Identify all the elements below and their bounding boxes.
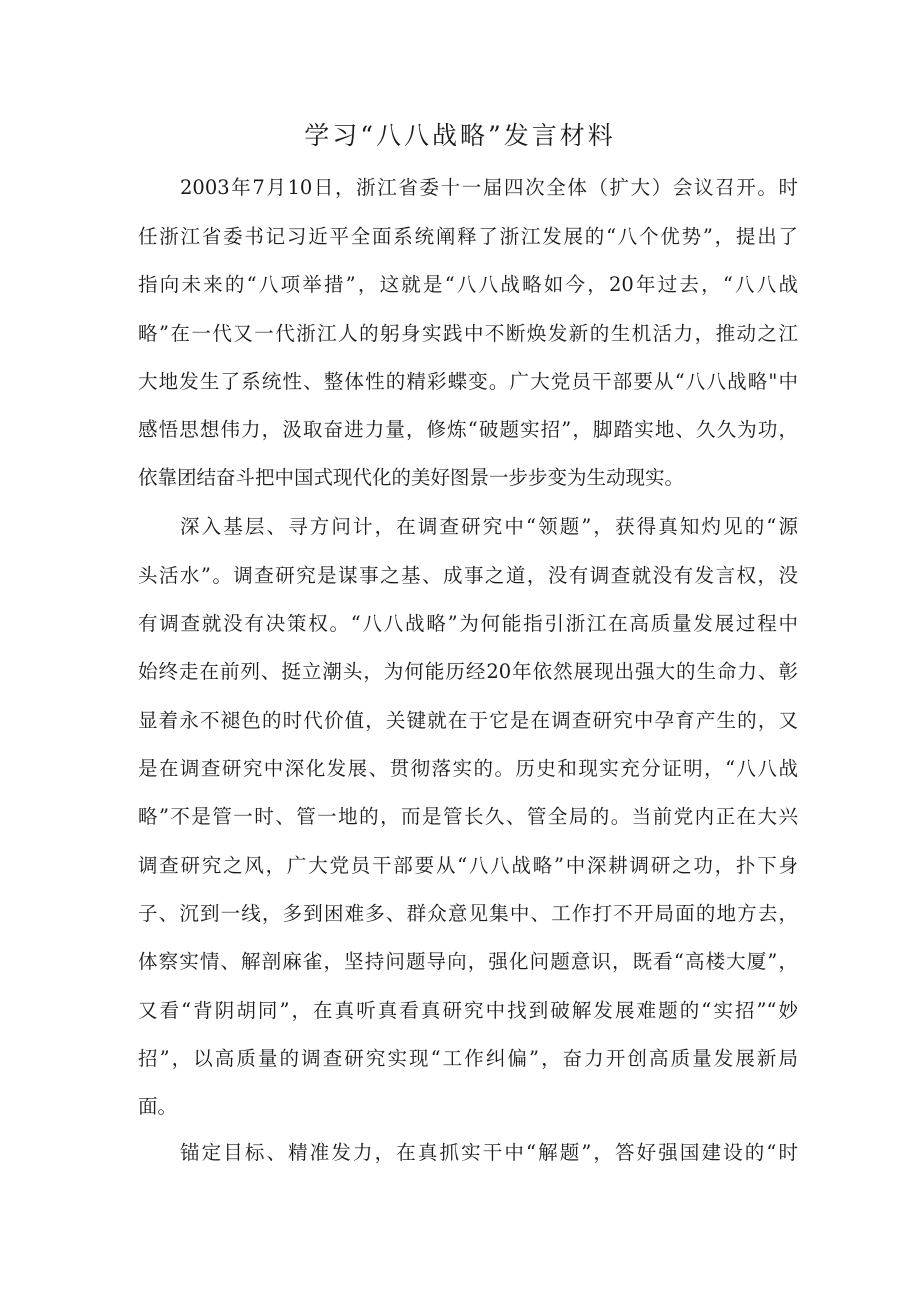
paragraph-1-line-6: 感悟思想伟力，汲取奋进力量，修炼“破题实招”，脚踏实地、久久为功，	[138, 418, 798, 441]
paragraph-2-line-9: 子、沉到一线，多到困难多、群众意见集中、工作打不开局面的地方去，	[138, 902, 798, 925]
paragraph-2-line-5: 显着永不褪色的时代价值，关键就在于它是在调查研究中孕育产生的，又	[138, 709, 798, 732]
paragraph-1-line-2: 任浙江省委书记习近平全面系统阐释了浙江发展的“八个优势”，提出了	[138, 225, 798, 248]
paragraph-2-line-7: 略”不是管一时、管一地的，而是管长久、管全局的。当前党内正在大兴	[138, 805, 798, 828]
paragraph-2-line-4: 始终走在前列、挺立潮头，为何能历经20年依然展现出强大的生命力、彰	[138, 660, 798, 683]
paragraph-2-line-3: 有调查就没有决策权。“八八战略”为何能指引浙江在高质量发展过程中	[138, 612, 798, 635]
paragraph-2-line-2: 头活水”。调查研究是谋事之基、成事之道，没有调查就没有发言权，没	[138, 564, 798, 587]
paragraph-2-line-11: 又看“背阴胡同”，在真听真看真研究中找到破解发展难题的“实招”“妙	[138, 999, 798, 1022]
paragraph-1-line-5: 大地发生了系统性、整体性的精彩蝶变。广大党员干部要从“八八战略"中	[138, 370, 798, 393]
document-title: 学习“八八战略”发言材料	[304, 121, 616, 150]
paragraph-1-line-1: 2003年7月10日，浙江省委十一届四次全体（扩大）会议召开。时	[180, 176, 798, 199]
paragraph-2-line-10: 体察实情、解剖麻雀，坚持问题导向，强化问题意识，既看“高楼大厦”，	[138, 950, 798, 973]
paragraph-1-line-3: 指向未来的“八项举措”，这就是“八八战略如今，20年过去，“八八战	[138, 273, 798, 296]
paragraph-1-line-7: 依靠团结奋斗把中国式现代化的美好图景一步步变为生动现实。	[138, 466, 685, 489]
paragraph-3-line-1: 锚定目标、精准发力，在真抓实干中“解题”，答好强国建设的“时	[180, 1141, 798, 1164]
paragraph-2-line-13: 面。	[138, 1095, 178, 1118]
paragraph-2-line-8: 调查研究之风，广大党员干部要从“八八战略”中深耕调研之功，扑下身	[138, 854, 798, 877]
paragraph-2-line-1: 深入基层、寻方问计，在调查研究中“领题”，获得真知灼见的“源	[180, 515, 798, 538]
paragraph-2-line-12: 招”，以高质量的调查研究实现“工作纠偏”，奋力开创高质量发展新局	[138, 1047, 798, 1070]
paragraph-2-line-6: 是在调查研究中深化发展、贯彻落实的。历史和现实充分证明，“八八战	[138, 757, 798, 780]
paragraph-1-line-4: 略”在一代又一代浙江人的躬身实践中不断焕发新的生机活力，推动之江	[138, 322, 798, 345]
